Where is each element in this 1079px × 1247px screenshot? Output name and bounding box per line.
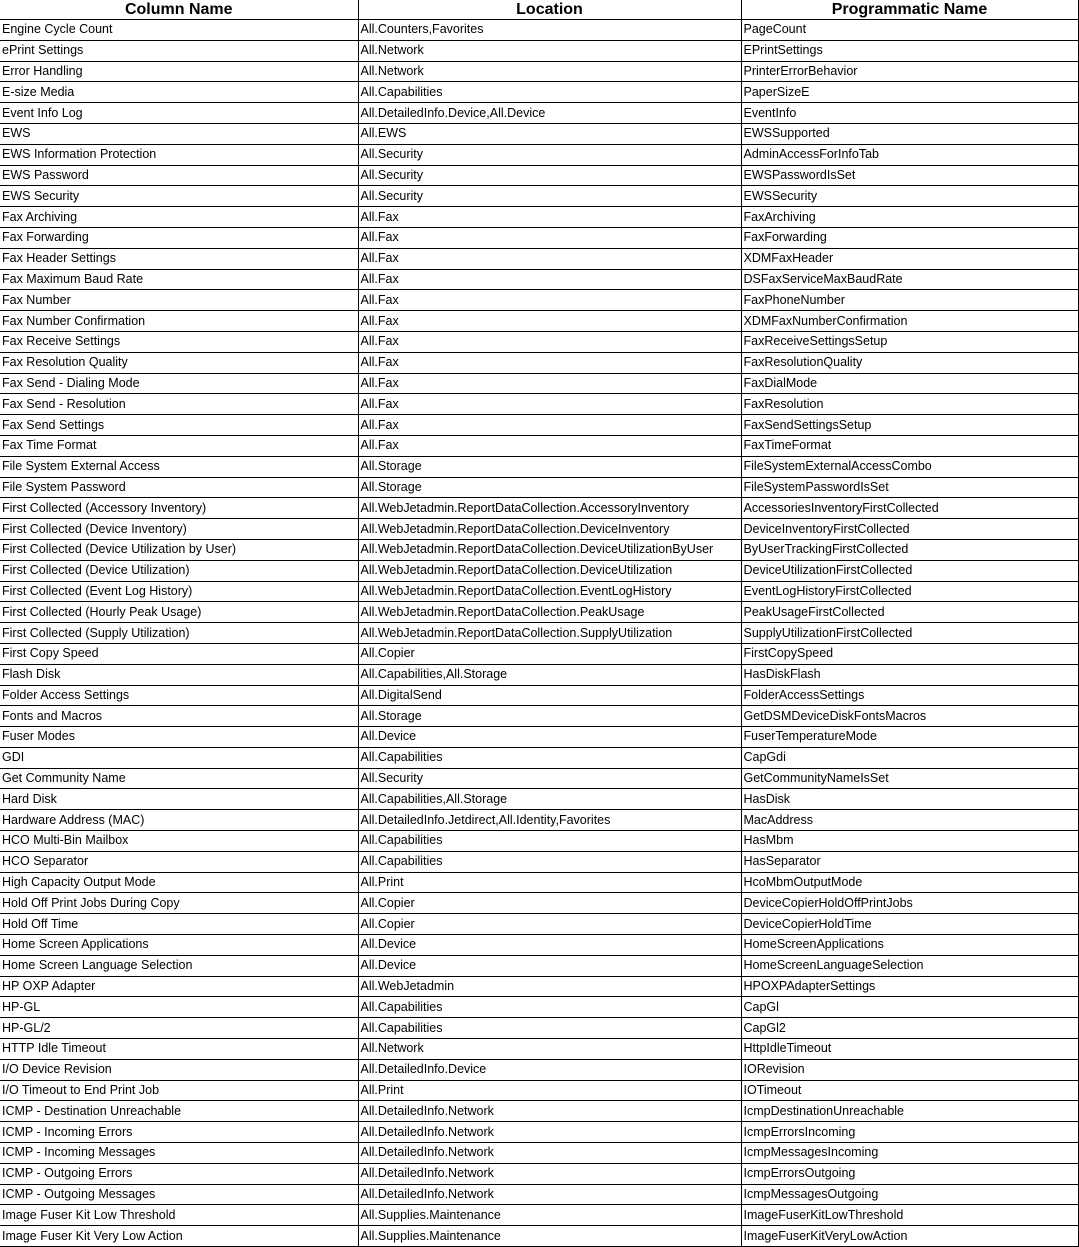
- cell-column-name: Flash Disk: [0, 664, 358, 685]
- table-row: [0, 290, 1078, 311]
- table-row: [0, 40, 1078, 61]
- cell-location: All.Fax: [358, 290, 741, 311]
- table-row: [0, 311, 1078, 332]
- cell-column-name: Fax Number: [0, 290, 358, 311]
- cell-programmatic-name: HomeScreenApplications: [741, 935, 1078, 956]
- table-row: [0, 144, 1078, 165]
- cell-programmatic-name: HasDisk: [741, 789, 1078, 810]
- table-row: [0, 1039, 1078, 1060]
- cell-column-name: Image Fuser Kit Low Threshold: [0, 1205, 358, 1226]
- cell-programmatic-name: AdminAccessForInfoTab: [741, 144, 1078, 165]
- cell-location: All.WebJetadmin.ReportDataCollection.EventLogHistory: [358, 581, 741, 602]
- cell-column-name: HP-GL: [0, 997, 358, 1018]
- cell-programmatic-name: PrinterErrorBehavior: [741, 61, 1078, 82]
- table-row: [0, 1101, 1078, 1122]
- cell-location: All.DetailedInfo.Device: [358, 1059, 741, 1080]
- cell-programmatic-name: FaxResolutionQuality: [741, 352, 1078, 373]
- cell-programmatic-name: GetCommunityNameIsSet: [741, 768, 1078, 789]
- cell-location: All.Fax: [358, 207, 741, 228]
- cell-column-name: Hold Off Time: [0, 914, 358, 935]
- table-row: [0, 123, 1078, 144]
- table-row: [0, 477, 1078, 498]
- cell-location: All.Device: [358, 955, 741, 976]
- cell-programmatic-name: FolderAccessSettings: [741, 685, 1078, 706]
- cell-location: All.DetailedInfo.Jetdirect,All.Identity,Favorites: [358, 810, 741, 831]
- cell-column-name: Fax Send Settings: [0, 415, 358, 436]
- cell-column-name: ICMP - Outgoing Messages: [0, 1184, 358, 1205]
- table-row: [0, 352, 1078, 373]
- table-row: [0, 519, 1078, 540]
- table-row: [0, 331, 1078, 352]
- table-row: [0, 893, 1078, 914]
- table-row: [0, 1226, 1078, 1247]
- table-row: [0, 269, 1078, 290]
- table-row: [0, 207, 1078, 228]
- table-row: [0, 1122, 1078, 1143]
- cell-location: All.WebJetadmin.ReportDataCollection.DeviceInventory: [358, 519, 741, 540]
- cell-location: All.Device: [358, 935, 741, 956]
- cell-location: All.DetailedInfo.Network: [358, 1122, 741, 1143]
- cell-location: All.WebJetadmin.ReportDataCollection.DeviceUtilizationByUser: [358, 539, 741, 560]
- cell-column-name: First Collected (Device Utilization): [0, 560, 358, 581]
- cell-column-name: HCO Separator: [0, 851, 358, 872]
- header-programmatic-name: Programmatic Name: [741, 0, 1078, 20]
- cell-location: All.Network: [358, 61, 741, 82]
- cell-programmatic-name: HttpIdleTimeout: [741, 1039, 1078, 1060]
- cell-location: All.EWS: [358, 123, 741, 144]
- cell-location: All.Capabilities: [358, 82, 741, 103]
- cell-programmatic-name: EWSSupported: [741, 123, 1078, 144]
- table-row: [0, 1018, 1078, 1039]
- table-row: [0, 415, 1078, 436]
- cell-programmatic-name: XDMFaxHeader: [741, 248, 1078, 269]
- cell-column-name: Home Screen Applications: [0, 935, 358, 956]
- cell-location: All.Capabilities,All.Storage: [358, 789, 741, 810]
- table-row: [0, 560, 1078, 581]
- cell-location: All.Copier: [358, 893, 741, 914]
- cell-programmatic-name: EventInfo: [741, 103, 1078, 124]
- cell-location: All.Security: [358, 165, 741, 186]
- table-row: [0, 851, 1078, 872]
- cell-location: All.Storage: [358, 477, 741, 498]
- table-row: [0, 165, 1078, 186]
- cell-programmatic-name: HcoMbmOutputMode: [741, 872, 1078, 893]
- cell-location: All.Capabilities: [358, 997, 741, 1018]
- cell-programmatic-name: IOTimeout: [741, 1080, 1078, 1101]
- cell-programmatic-name: IcmpErrorsIncoming: [741, 1122, 1078, 1143]
- cell-programmatic-name: IcmpDestinationUnreachable: [741, 1101, 1078, 1122]
- cell-programmatic-name: FaxResolution: [741, 394, 1078, 415]
- cell-column-name: ICMP - Incoming Errors: [0, 1122, 358, 1143]
- cell-column-name: Fax Receive Settings: [0, 331, 358, 352]
- cell-column-name: Get Community Name: [0, 768, 358, 789]
- cell-programmatic-name: CapGl: [741, 997, 1078, 1018]
- cell-location: All.Fax: [358, 415, 741, 436]
- table-row: [0, 82, 1078, 103]
- cell-location: All.Fax: [358, 373, 741, 394]
- cell-location: All.Capabilities,All.Storage: [358, 664, 741, 685]
- cell-programmatic-name: FileSystemExternalAccessCombo: [741, 456, 1078, 477]
- cell-location: All.Print: [358, 1080, 741, 1101]
- cell-programmatic-name: MacAddress: [741, 810, 1078, 831]
- cell-programmatic-name: DeviceUtilizationFirstCollected: [741, 560, 1078, 581]
- cell-location: All.Copier: [358, 914, 741, 935]
- cell-programmatic-name: DeviceCopierHoldOffPrintJobs: [741, 893, 1078, 914]
- cell-programmatic-name: PageCount: [741, 20, 1078, 41]
- cell-location: All.Supplies.Maintenance: [358, 1226, 741, 1247]
- cell-location: All.WebJetadmin: [358, 976, 741, 997]
- cell-column-name: HTTP Idle Timeout: [0, 1039, 358, 1060]
- table-row: [0, 935, 1078, 956]
- cell-column-name: ICMP - Destination Unreachable: [0, 1101, 358, 1122]
- cell-location: All.Network: [358, 40, 741, 61]
- cell-programmatic-name: HPOXPAdapterSettings: [741, 976, 1078, 997]
- cell-column-name: Home Screen Language Selection: [0, 955, 358, 976]
- cell-programmatic-name: EventLogHistoryFirstCollected: [741, 581, 1078, 602]
- cell-column-name: EWS Password: [0, 165, 358, 186]
- cell-location: All.Device: [358, 727, 741, 748]
- cell-column-name: Engine Cycle Count: [0, 20, 358, 41]
- cell-location: All.Storage: [358, 456, 741, 477]
- table-header: [0, 0, 1078, 20]
- table-row: [0, 435, 1078, 456]
- table-row: [0, 248, 1078, 269]
- cell-column-name: E-size Media: [0, 82, 358, 103]
- table-row: [0, 498, 1078, 519]
- table-row: [0, 103, 1078, 124]
- cell-column-name: Fax Forwarding: [0, 227, 358, 248]
- cell-programmatic-name: CapGl2: [741, 1018, 1078, 1039]
- cell-location: All.WebJetadmin.ReportDataCollection.AccessoryInventory: [358, 498, 741, 519]
- cell-column-name: HCO Multi-Bin Mailbox: [0, 831, 358, 852]
- cell-location: All.DetailedInfo.Network: [358, 1163, 741, 1184]
- cell-programmatic-name: CapGdi: [741, 747, 1078, 768]
- cell-location: All.DigitalSend: [358, 685, 741, 706]
- cell-programmatic-name: IcmpMessagesOutgoing: [741, 1184, 1078, 1205]
- cell-programmatic-name: IcmpMessagesIncoming: [741, 1143, 1078, 1164]
- cell-column-name: First Collected (Accessory Inventory): [0, 498, 358, 519]
- cell-programmatic-name: FaxPhoneNumber: [741, 290, 1078, 311]
- cell-location: All.DetailedInfo.Network: [358, 1101, 741, 1122]
- table-row: [0, 20, 1078, 41]
- table-row: [0, 581, 1078, 602]
- table-body: [0, 20, 1078, 1247]
- cell-column-name: ICMP - Outgoing Errors: [0, 1163, 358, 1184]
- cell-programmatic-name: HasMbm: [741, 831, 1078, 852]
- cell-column-name: First Collected (Hourly Peak Usage): [0, 602, 358, 623]
- cell-programmatic-name: FirstCopySpeed: [741, 643, 1078, 664]
- table-row: [0, 810, 1078, 831]
- cell-programmatic-name: ImageFuserKitLowThreshold: [741, 1205, 1078, 1226]
- cell-location: All.Security: [358, 144, 741, 165]
- table-row: [0, 1184, 1078, 1205]
- cell-programmatic-name: FaxArchiving: [741, 207, 1078, 228]
- cell-column-name: HP OXP Adapter: [0, 976, 358, 997]
- cell-column-name: ICMP - Incoming Messages: [0, 1143, 358, 1164]
- table-row: [0, 602, 1078, 623]
- cell-column-name: EWS Security: [0, 186, 358, 207]
- table-row: [0, 1080, 1078, 1101]
- cell-column-name: Fax Send - Resolution: [0, 394, 358, 415]
- cell-programmatic-name: FaxDialMode: [741, 373, 1078, 394]
- cell-programmatic-name: FuserTemperatureMode: [741, 727, 1078, 748]
- cell-location: All.Fax: [358, 269, 741, 290]
- cell-location: All.Security: [358, 768, 741, 789]
- cell-column-name: I/O Device Revision: [0, 1059, 358, 1080]
- cell-location: All.Capabilities: [358, 747, 741, 768]
- cell-programmatic-name: EWSPasswordIsSet: [741, 165, 1078, 186]
- cell-programmatic-name: DeviceInventoryFirstCollected: [741, 519, 1078, 540]
- cell-programmatic-name: FileSystemPasswordIsSet: [741, 477, 1078, 498]
- cell-location: All.Storage: [358, 706, 741, 727]
- cell-programmatic-name: HasSeparator: [741, 851, 1078, 872]
- cell-programmatic-name: IORevision: [741, 1059, 1078, 1080]
- cell-column-name: Fax Time Format: [0, 435, 358, 456]
- cell-column-name: First Collected (Device Utilization by User): [0, 539, 358, 560]
- cell-column-name: HP-GL/2: [0, 1018, 358, 1039]
- cell-column-name: EWS: [0, 123, 358, 144]
- header-row: [0, 0, 1078, 20]
- cell-column-name: Fax Archiving: [0, 207, 358, 228]
- cell-column-name: Fax Number Confirmation: [0, 311, 358, 332]
- cell-column-name: File System Password: [0, 477, 358, 498]
- cell-location: All.Capabilities: [358, 1018, 741, 1039]
- cell-column-name: Fonts and Macros: [0, 706, 358, 727]
- cell-programmatic-name: HomeScreenLanguageSelection: [741, 955, 1078, 976]
- cell-location: All.Fax: [358, 435, 741, 456]
- cell-location: All.Supplies.Maintenance: [358, 1205, 741, 1226]
- cell-programmatic-name: GetDSMDeviceDiskFontsMacros: [741, 706, 1078, 727]
- cell-programmatic-name: FaxForwarding: [741, 227, 1078, 248]
- table-row: [0, 1163, 1078, 1184]
- cell-column-name: Fax Maximum Baud Rate: [0, 269, 358, 290]
- cell-column-name: Hold Off Print Jobs During Copy: [0, 893, 358, 914]
- table-row: [0, 727, 1078, 748]
- cell-location: All.Capabilities: [358, 851, 741, 872]
- table-row: [0, 955, 1078, 976]
- table-row: [0, 456, 1078, 477]
- table-row: [0, 914, 1078, 935]
- cell-column-name: Fax Resolution Quality: [0, 352, 358, 373]
- table-row: [0, 664, 1078, 685]
- cell-programmatic-name: FaxSendSettingsSetup: [741, 415, 1078, 436]
- cell-location: All.Copier: [358, 643, 741, 664]
- header-location: Location: [358, 0, 741, 20]
- table-row: [0, 685, 1078, 706]
- cell-column-name: EWS Information Protection: [0, 144, 358, 165]
- cell-location: All.Fax: [358, 352, 741, 373]
- table-row: [0, 706, 1078, 727]
- cell-column-name: Event Info Log: [0, 103, 358, 124]
- cell-programmatic-name: ImageFuserKitVeryLowAction: [741, 1226, 1078, 1247]
- cell-column-name: File System External Access: [0, 456, 358, 477]
- table-row: [0, 227, 1078, 248]
- cell-programmatic-name: SupplyUtilizationFirstCollected: [741, 623, 1078, 644]
- table-row: [0, 186, 1078, 207]
- cell-column-name: High Capacity Output Mode: [0, 872, 358, 893]
- cell-column-name: First Copy Speed: [0, 643, 358, 664]
- cell-column-name: First Collected (Event Log History): [0, 581, 358, 602]
- cell-location: All.Counters,Favorites: [358, 20, 741, 41]
- cell-column-name: First Collected (Device Inventory): [0, 519, 358, 540]
- cell-programmatic-name: DeviceCopierHoldTime: [741, 914, 1078, 935]
- cell-programmatic-name: PeakUsageFirstCollected: [741, 602, 1078, 623]
- cell-location: All.DetailedInfo.Device,All.Device: [358, 103, 741, 124]
- table-row: [0, 623, 1078, 644]
- table-row: [0, 539, 1078, 560]
- cell-column-name: Fax Header Settings: [0, 248, 358, 269]
- table-row: [0, 831, 1078, 852]
- cell-location: All.Fax: [358, 331, 741, 352]
- cell-location: All.WebJetadmin.ReportDataCollection.SupplyUtilization: [358, 623, 741, 644]
- table-row: [0, 394, 1078, 415]
- table-row: [0, 1205, 1078, 1226]
- cell-location: All.WebJetadmin.ReportDataCollection.DeviceUtilization: [358, 560, 741, 581]
- table-row: [0, 768, 1078, 789]
- cell-column-name: Hard Disk: [0, 789, 358, 810]
- cell-programmatic-name: IcmpErrorsOutgoing: [741, 1163, 1078, 1184]
- cell-location: All.WebJetadmin.ReportDataCollection.PeakUsage: [358, 602, 741, 623]
- cell-location: All.DetailedInfo.Network: [358, 1184, 741, 1205]
- cell-programmatic-name: DSFaxServiceMaxBaudRate: [741, 269, 1078, 290]
- cell-location: All.Capabilities: [358, 831, 741, 852]
- cell-location: All.Network: [358, 1039, 741, 1060]
- cell-location: All.Fax: [358, 311, 741, 332]
- header-column-name: Column Name: [0, 0, 358, 20]
- table-row: [0, 872, 1078, 893]
- cell-programmatic-name: FaxReceiveSettingsSetup: [741, 331, 1078, 352]
- cell-location: All.Security: [358, 186, 741, 207]
- table-row: [0, 61, 1078, 82]
- cell-column-name: I/O Timeout to End Print Job: [0, 1080, 358, 1101]
- cell-column-name: Fax Send - Dialing Mode: [0, 373, 358, 394]
- cell-location: All.Fax: [358, 248, 741, 269]
- cell-column-name: Error Handling: [0, 61, 358, 82]
- cell-programmatic-name: AccessoriesInventoryFirstCollected: [741, 498, 1078, 519]
- cell-column-name: Fuser Modes: [0, 727, 358, 748]
- cell-column-name: GDI: [0, 747, 358, 768]
- cell-location: All.Print: [358, 872, 741, 893]
- cell-programmatic-name: ByUserTrackingFirstCollected: [741, 539, 1078, 560]
- table-row: [0, 1059, 1078, 1080]
- cell-column-name: First Collected (Supply Utilization): [0, 623, 358, 644]
- cell-location: All.DetailedInfo.Network: [358, 1143, 741, 1164]
- cell-location: All.Fax: [358, 227, 741, 248]
- table-row: [0, 373, 1078, 394]
- cell-column-name: Image Fuser Kit Very Low Action: [0, 1226, 358, 1247]
- cell-programmatic-name: FaxTimeFormat: [741, 435, 1078, 456]
- cell-programmatic-name: XDMFaxNumberConfirmation: [741, 311, 1078, 332]
- table-row: [0, 747, 1078, 768]
- cell-column-name: ePrint Settings: [0, 40, 358, 61]
- table-row: [0, 643, 1078, 664]
- cell-programmatic-name: HasDiskFlash: [741, 664, 1078, 685]
- cell-column-name: Hardware Address (MAC): [0, 810, 358, 831]
- table-row: [0, 1143, 1078, 1164]
- cell-column-name: Folder Access Settings: [0, 685, 358, 706]
- table-row: [0, 997, 1078, 1018]
- cell-programmatic-name: EWSSecurity: [741, 186, 1078, 207]
- table-row: [0, 789, 1078, 810]
- cell-location: All.Fax: [358, 394, 741, 415]
- cell-programmatic-name: EPrintSettings: [741, 40, 1078, 61]
- cell-programmatic-name: PaperSizeE: [741, 82, 1078, 103]
- table-row: [0, 976, 1078, 997]
